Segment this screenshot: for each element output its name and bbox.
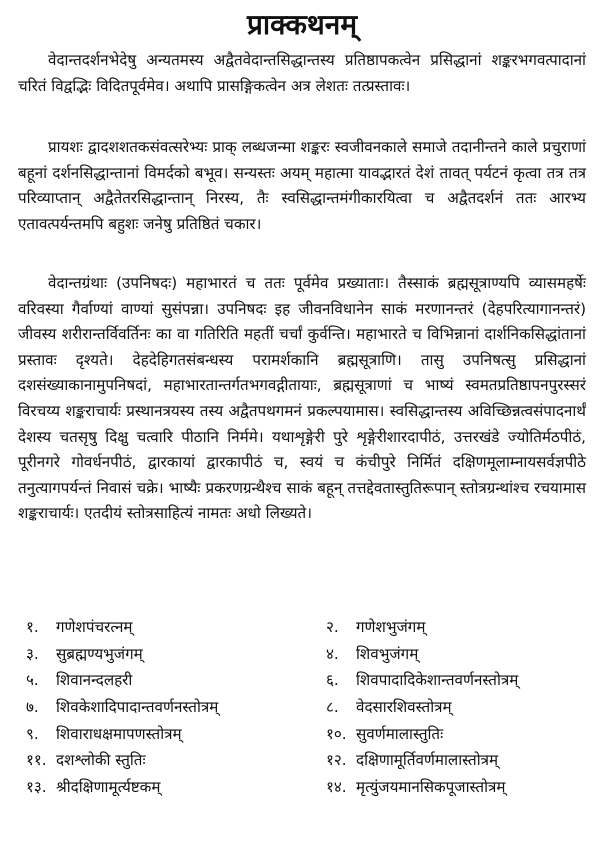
paragraph-works: वेदान्तग्रंथाः (उपनिषदः) महाभारतं च ततः पूर्वमेव प्रख्याताः। तैस्साकं ब्रह्मसूत्राण्यपि व्यासमहर्षेः वरिवस्या गैर्वाण्यां वाण्यां सुसंपन्ना। उपनिषदः इह जीवनविधानेन साकं मरणानन्तरं (देहपरित्यागानन्तरं) जीवस्य शरीरान्तर्विवर्तिनः का वा गतिरिति महतीं चर्चां कुर्वन्ति। महाभारते च विभिन्नानां दार्शनिकसिद्धांतानां प्रस्तावः दृश्यते। देहदेहिगतसंबन्धस्य परामर्शकानि ब्रह्मसूत्राणि। तासु उपनिषत्सु प्रसिद्धानां दशसंख्याकानामुपनिषदां, महाभारतान्तर्गतभगवद्गीतायाः, ब्रह्मसूत्राणां च भाष्यं स्वमतप्रतिष्ठापनपुरस्सरं विरचय्य शङ्कराचार्यः प्रस्थानत्रयस्य तस्य अद्वैतपथगमनं प्रकल्पयामास। स्वसिद्धान्तस्य अविच्छिन्नत्वसंपादनार्थं देशस्य चतसृषु दिक्षु चत्वारि पीठानि निर्ममे। यथाशृङ्गेरी पुरे शृङ्गेरीशारदापीठं, उत्तरखंडे ज्योतिर्मठपीठं, पूरीनगरे गोवर्धनपीठं, द्वारकायां द्वारकापीठं च, स्वयं च कंचीपुरे निर्मितं दक्षिणमूलाम्नायसर्वज्ञपीठे तनुत्यागपर्यन्तं निवासं चक्रे। भाष्यैः प्रकरणग्रन्थैश्च साकं बहून् तत्तद्देवतास्तुतिरूपान् स्तोत्रग्रन्थांश्च रचयामास शङ्कराचार्यः। एतदीयं स्तोत्रसाहित्यं नामतः अधो लिख्यते। (18, 274, 586, 523)
item-title: श्रीदक्षिणामूर्त्यष्टकम् (56, 777, 161, 796)
item-number: १३. (26, 777, 47, 796)
list-item (318, 614, 586, 641)
page-title: प्राक्कथनम् (246, 8, 358, 41)
list-item (318, 667, 586, 694)
item-title: दशश्लोकी स्तुतिः (56, 751, 146, 770)
item-number: ७. (26, 698, 39, 717)
item-title: गणेशभुजंगम् (356, 618, 426, 637)
item-title: मृत्युंजयमानसिकपूजास्तोत्रम् (356, 777, 506, 796)
item-number: ८. (326, 698, 339, 717)
item-title: सुवर्णमालास्तुतिः (356, 724, 444, 743)
item-number: १०. (326, 724, 347, 743)
list-item (318, 774, 586, 801)
stotra-list (18, 614, 586, 800)
item-title: गणेशपंचरत्नम् (56, 618, 133, 637)
paragraph-intro: वेदान्तदर्शनभेदेषु अन्यतमस्य अद्वैतवेदान्तसिद्धान्तस्य प्रतिष्ठापकत्वेन प्रसिद्धानां शङ्करभगवत्पादानां चरितं विद्वद्भिः विदितपूर्वमेव। अथापि प्रासङ्गिकत्वेन अत्र लेशतः तत्प्रस्तावः। (18, 51, 586, 95)
item-title: दक्षिणामूर्तिवर्णमालास्तोत्रम् (356, 751, 499, 770)
item-title: शिवपादादिकेशान्तवर्णनस्तोत्रम् (356, 671, 519, 690)
item-title: शिवकेशादिपादान्तवर्णनस्तोत्रम् (56, 698, 219, 717)
list-item (18, 614, 318, 641)
list-item (18, 774, 318, 801)
item-number: ३. (26, 644, 39, 663)
list-item (18, 641, 318, 668)
list-item (318, 720, 586, 747)
list-item (18, 694, 318, 721)
paragraph-shankara-life: प्रायशः द्वादशशतकसंवत्सरेभ्यः प्राक् लब्धजन्मा शङ्करः स्वजीवनकाले समाजे तदानीन्तने काले प्रचुराणां बहूनां दर्शनसिद्धान्तानां विमर्दको बभूव। सन्यस्तः अयम् महात्मा यावद्भारतं देशं तावत् पर्यटनं कृत्वा तत्र तत्र परिव्याप्तान् अद्वैतेतरसिद्धान्तान् निरस्य, तैः स्वसिद्धान्तमंगीकारयित्वा च अद्वैतदर्शनं ततः आरभ्य एतावत्पर्यन्तमपि बहुशः जनेषु प्रतिष्ठितं चकार। (18, 138, 586, 233)
item-number: १२. (326, 751, 347, 770)
item-number: ४. (326, 644, 339, 663)
item-number: ९. (26, 724, 39, 743)
item-number: ११. (26, 751, 47, 770)
item-title: शिवाराधक्षमापणस्तोत्रम् (56, 724, 182, 743)
list-item (18, 747, 318, 774)
list-item (318, 747, 586, 774)
item-number: १. (26, 618, 39, 637)
item-title: वेदसारशिवस्तोत्रम् (356, 698, 452, 717)
list-item (318, 694, 586, 721)
item-title: शिवभुजंगम् (356, 644, 419, 663)
list-item (18, 667, 318, 694)
list-item (18, 720, 318, 747)
item-title: सुब्रह्मण्यभुजंगम् (56, 644, 143, 663)
item-number: २. (326, 618, 339, 637)
list-item (318, 641, 586, 668)
item-number: ६. (326, 671, 339, 690)
item-title: शिवानन्दलहरी (56, 671, 133, 690)
item-number: १४. (326, 777, 347, 796)
item-number: ५. (26, 671, 39, 690)
